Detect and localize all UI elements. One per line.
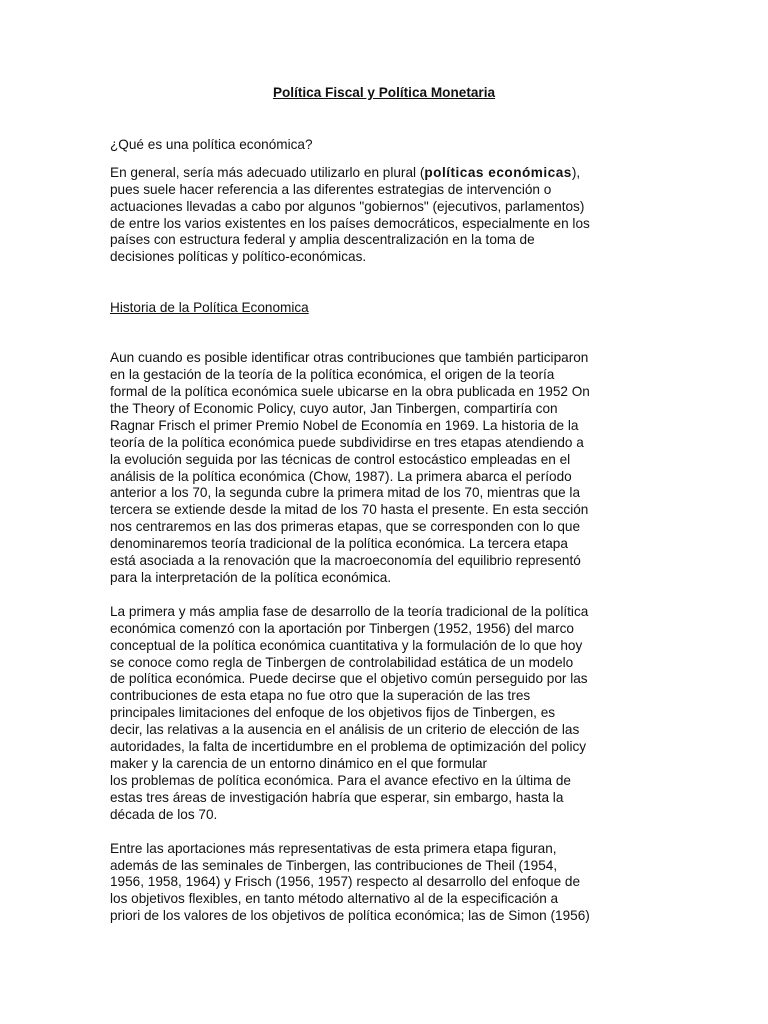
intro-text-start: En general, sería más adecuado utilizarlo en plural (	[110, 164, 425, 180]
history-paragraph-1: Aun cuando es posible identificar otras contribuciones que también participaron en la gestación de la teoría de la política económica, el origen de la teoría formal de la política económica suele ubicarse en la obra publicada en 1952 On the Theory of Economic Policy, cuyo autor, Jan Tinbergen, compartiría con Ragnar Frisch el primer Premio Nobel de Economía en 1969. La historia de la teoría de la política económica puede subdividirse en tres etapas atendiendo a la evolución seguida por las técnicas de control estocástico empleadas en el análisis de la política económica (Chow, 1987). La primera abarca el período anterior a los 70, la segunda cubre la primera mitad de los 70, mientras que la tercera se extiende desde la mitad de los 70 hasta el presente. En esta sección nos centraremos en las dos primeras etapas, que se corresponden con lo que denominaremos teoría tradicional de la política económica. La tercera etapa está asociada a la renovación que la macroeconomía del equilibrio representó para la interpretación de la política económica.	[110, 350, 590, 585]
history-paragraph-2: La primera y más amplia fase de desarrollo de la teoría tradicional de la política económica comenzó con la aportación por Tinbergen (1952, 1956) del marco conceptual de la política económica cuantitativa y la formulación de lo que hoy se conoce como regla de Tinbergen de controlabilidad estática de un modelo de política económica. Puede decirse que el objetivo común perseguido por las contribuciones de esta etapa no fue otro que la superación de las tres principales limitaciones del enfoque de los objetivos fijos de Tinbergen, es decir, las relativas a la ausencia en el análisis de un criterio de elección de las autoridades, la falta de incertidumbre en el problema de optimización del policy maker y la carencia de un entorno dinámico en el que formular los problemas de política económica. Para el avance efectivo en la última de estas tres áreas de investigación habría que esperar, sin embargo, hasta la década de los 70.	[110, 603, 589, 822]
intro-paragraph	[110, 165, 658, 266]
section-heading: Historia de la Política Economica	[110, 300, 309, 316]
question-text: ¿Qué es una política económica?	[110, 136, 313, 152]
intro-bold-term: políticas económicas	[424, 164, 572, 180]
intro-text-rest: ), pues suele hacer referencia a las diferentes estrategias de intervención o actuaciones llevadas a cabo por algunos "gobiernos" (ejecutivos, parlamentos) de entre los varios existentes en los países democráticos, especialmente en los países con estructura federal y amplia descentralización en la toma de decisiones políticas y político-económicas.	[110, 164, 590, 265]
document-page	[110, 85, 658, 942]
document-title: Política Fiscal y Política Monetaria	[272, 85, 496, 100]
history-paragraph-3: Entre las aportaciones más representativas de esta primera etapa figuran, además de las seminales de Tinbergen, las contribuciones de Theil (1954, 1956, 1958, 1964) y Frisch (1956, 1957) respecto al desarrollo del enfoque de los objetivos flexibles, en tanto método alternativo al de la especificación a priori de los valores de los objetivos de política económica; las de Simon (1956)	[110, 840, 590, 924]
